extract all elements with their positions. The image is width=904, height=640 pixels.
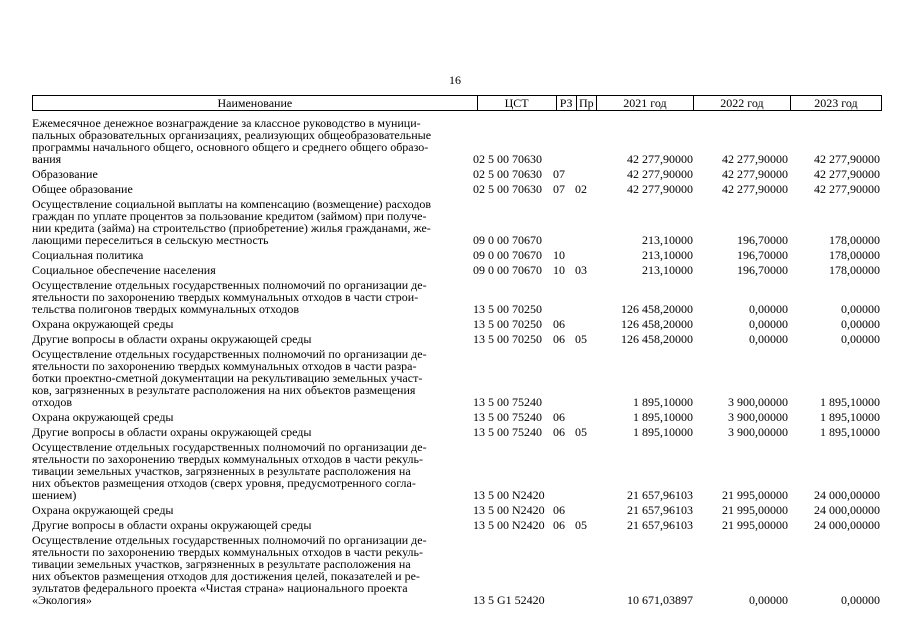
cell-2023: 24 000,00000 bbox=[814, 488, 880, 502]
column-header-name: Наименование bbox=[33, 96, 478, 111]
row-name-line: ятельности по захоронению твердых коммунальных отходов в части рекуль- bbox=[32, 452, 423, 466]
row-name-line: Другие вопросы в области охраны окружающей среды bbox=[32, 518, 312, 532]
cell-2023: 42 277,90000 bbox=[814, 152, 880, 166]
row-name-line: Другие вопросы в области охраны окружающей среды bbox=[32, 425, 312, 439]
cell-2021: 1 895,10000 bbox=[633, 395, 693, 409]
row-name-line: Осуществление отдельных государственных полномочий по организации де- bbox=[32, 440, 427, 454]
row-name-line: них объектов размещения отходов для достижения целей, показателей и ре- bbox=[32, 569, 420, 583]
row-name-line: «Экология» bbox=[32, 593, 92, 607]
row-name-line: программы начального общего, основного общего и среднего общего образо- bbox=[32, 140, 429, 154]
row-name-line: шением) bbox=[32, 488, 77, 502]
cell-2023: 1 895,10000 bbox=[820, 425, 880, 439]
cell-cst: 13 5 00 N2420 bbox=[473, 503, 545, 517]
cell-2021: 21 657,96103 bbox=[627, 518, 693, 532]
cell-2021: 213,10000 bbox=[642, 263, 693, 277]
cell-cst: 09 0 00 70670 bbox=[473, 233, 542, 247]
row-name-line: ков, загрязненных в результате расположения на них объектов размещения bbox=[32, 383, 416, 397]
row-name bbox=[32, 318, 472, 330]
row-name bbox=[32, 426, 472, 438]
row-name-line: Общее образование bbox=[32, 182, 133, 196]
cell-2021: 42 277,90000 bbox=[627, 152, 693, 166]
table-row bbox=[32, 168, 882, 180]
cell-2023: 42 277,90000 bbox=[814, 167, 880, 181]
cell-2023: 0,00000 bbox=[841, 332, 880, 346]
cell-rz: 06 bbox=[553, 503, 565, 517]
table-row bbox=[32, 519, 882, 531]
row-name-line: ятельности по захоронению твердых коммунальных отходов в части строи- bbox=[32, 290, 419, 304]
cell-rz: 07 bbox=[553, 167, 565, 181]
cell-2022: 3 900,00000 bbox=[728, 410, 788, 424]
cell-2022: 0,00000 bbox=[749, 332, 788, 346]
row-name-line: ятельности по захоронению твердых коммунальных отходов в части разра- bbox=[32, 359, 417, 373]
cell-2023: 178,00000 bbox=[829, 263, 880, 277]
cell-cst: 13 5 00 N2420 bbox=[473, 518, 545, 532]
cell-rz: 10 bbox=[553, 248, 565, 262]
row-name-line: Охрана окружающей среды bbox=[32, 503, 174, 517]
table-row bbox=[32, 504, 882, 516]
cell-2023: 24 000,00000 bbox=[814, 503, 880, 517]
row-name-line: Осуществление отдельных государственных полномочий по организации де- bbox=[32, 533, 427, 547]
column-header-2022: 2022 год bbox=[693, 96, 790, 111]
row-name-line: Социальная политика bbox=[32, 248, 144, 262]
cell-cst: 13 5 00 N2420 bbox=[473, 488, 545, 502]
row-name-line: ботки проектно-сметной документации на рекультивацию земельных участ- bbox=[32, 371, 423, 385]
row-name-line: зультатов федерального проекта «Чистая страна» национального проекта bbox=[32, 581, 408, 595]
row-name-line: Осуществление социальной выплаты на компенсацию (возмещение) расходов bbox=[32, 197, 432, 211]
row-name-line: Охрана окружающей среды bbox=[32, 317, 174, 331]
row-name-line: Осуществление отдельных государственных полномочий по организации де- bbox=[32, 347, 427, 361]
row-name-line: них объектов размещения отходов (сверх уровня, предусмотренного согла- bbox=[32, 476, 416, 490]
row-name-line: Ежемесячное денежное вознаграждение за классное руководство в муници- bbox=[32, 116, 421, 130]
cell-2022: 42 277,90000 bbox=[722, 182, 788, 196]
cell-2022: 42 277,90000 bbox=[722, 152, 788, 166]
cell-2022: 196,70000 bbox=[737, 248, 788, 262]
cell-2021: 126 458,20000 bbox=[621, 302, 693, 316]
row-name-line: вания bbox=[32, 152, 62, 166]
row-name bbox=[32, 519, 472, 531]
cell-2023: 0,00000 bbox=[841, 317, 880, 331]
row-name-line: ятельности по захоронению твердых коммунальных отходов в части рекуль- bbox=[32, 545, 423, 559]
table-row bbox=[32, 279, 882, 315]
table-row bbox=[32, 318, 882, 330]
row-name bbox=[32, 534, 472, 606]
row-name bbox=[32, 279, 472, 315]
cell-2021: 126 458,20000 bbox=[621, 332, 693, 346]
table-row bbox=[32, 249, 882, 261]
row-name bbox=[32, 333, 472, 345]
cell-pr: 03 bbox=[575, 263, 587, 277]
row-name-line: тельства полигонов твердых коммунальных отходов bbox=[32, 302, 300, 316]
row-name-line: отходов bbox=[32, 395, 73, 409]
cell-2022: 21 995,00000 bbox=[722, 488, 788, 502]
table-row bbox=[32, 534, 882, 606]
row-name-line: тивации земельных участков, загрязненных в результате расположения на bbox=[32, 464, 411, 478]
cell-2021: 21 657,96103 bbox=[627, 488, 693, 502]
cell-rz: 06 bbox=[553, 317, 565, 331]
row-name-line: Другие вопросы в области охраны окружающей среды bbox=[32, 332, 312, 346]
row-name bbox=[32, 168, 472, 180]
cell-2021: 10 671,03897 bbox=[627, 593, 693, 607]
cell-2022: 3 900,00000 bbox=[728, 395, 788, 409]
cell-rz: 06 bbox=[553, 425, 565, 439]
table-row bbox=[32, 198, 882, 246]
table-header bbox=[32, 95, 882, 111]
column-header-2023: 2023 год bbox=[790, 96, 881, 111]
cell-cst: 13 5 00 75240 bbox=[473, 395, 542, 409]
cell-2023: 24 000,00000 bbox=[814, 518, 880, 532]
cell-2021: 42 277,90000 bbox=[627, 167, 693, 181]
cell-2021: 213,10000 bbox=[642, 233, 693, 247]
cell-cst: 09 0 00 70670 bbox=[473, 248, 542, 262]
cell-rz: 06 bbox=[553, 410, 565, 424]
cell-2022: 21 995,00000 bbox=[722, 503, 788, 517]
row-name bbox=[32, 411, 472, 423]
table-row bbox=[32, 426, 882, 438]
cell-cst: 02 5 00 70630 bbox=[473, 182, 542, 196]
row-name-line: Образование bbox=[32, 167, 98, 181]
cell-2022: 196,70000 bbox=[737, 263, 788, 277]
cell-pr: 05 bbox=[575, 425, 587, 439]
row-name bbox=[32, 264, 472, 276]
row-name bbox=[32, 504, 472, 516]
row-name-line: граждан по уплате процентов за пользование кредитом (займом) при получе- bbox=[32, 209, 427, 223]
cell-cst: 09 0 00 70670 bbox=[473, 263, 542, 277]
table-row bbox=[32, 117, 882, 165]
cell-rz: 06 bbox=[553, 518, 565, 532]
column-header-cst: ЦСТ bbox=[477, 96, 556, 111]
cell-cst: 02 5 00 70630 bbox=[473, 152, 542, 166]
cell-2021: 1 895,10000 bbox=[633, 410, 693, 424]
cell-pr: 05 bbox=[575, 332, 587, 346]
cell-pr: 02 bbox=[575, 182, 587, 196]
cell-2022: 21 995,00000 bbox=[722, 518, 788, 532]
row-name bbox=[32, 183, 472, 195]
column-header-2021: 2021 год bbox=[596, 96, 693, 111]
table-row bbox=[32, 333, 882, 345]
cell-cst: 13 5 G1 52420 bbox=[473, 593, 545, 607]
cell-cst: 13 5 00 70250 bbox=[473, 302, 542, 316]
table-row bbox=[32, 411, 882, 423]
cell-rz: 06 bbox=[553, 332, 565, 346]
cell-2023: 178,00000 bbox=[829, 233, 880, 247]
column-header-rz: РЗ bbox=[556, 96, 576, 111]
cell-2021: 213,10000 bbox=[642, 248, 693, 262]
cell-2022: 0,00000 bbox=[749, 302, 788, 316]
cell-rz: 07 bbox=[553, 182, 565, 196]
cell-2023: 1 895,10000 bbox=[820, 395, 880, 409]
row-name-line: тивации земельных участков, загрязненных в результате расположения на bbox=[32, 557, 411, 571]
row-name bbox=[32, 441, 472, 501]
cell-2022: 42 277,90000 bbox=[722, 167, 788, 181]
row-name bbox=[32, 198, 472, 246]
cell-cst: 13 5 00 70250 bbox=[473, 317, 542, 331]
cell-2021: 21 657,96103 bbox=[627, 503, 693, 517]
cell-2022: 3 900,00000 bbox=[728, 425, 788, 439]
row-name bbox=[32, 348, 472, 408]
row-name bbox=[32, 117, 472, 165]
table-row bbox=[32, 183, 882, 195]
cell-2023: 0,00000 bbox=[841, 593, 880, 607]
page-number: 16 bbox=[449, 73, 461, 87]
cell-2023: 0,00000 bbox=[841, 302, 880, 316]
table-row bbox=[32, 264, 882, 276]
cell-2021: 1 895,10000 bbox=[633, 425, 693, 439]
cell-pr: 05 bbox=[575, 518, 587, 532]
row-name-line: Осуществление отдельных государственных полномочий по организации де- bbox=[32, 278, 427, 292]
row-name-line: Социальное обеспечение населения bbox=[32, 263, 216, 277]
cell-cst: 13 5 00 75240 bbox=[473, 410, 542, 424]
table-body bbox=[32, 117, 882, 609]
cell-cst: 13 5 00 70250 bbox=[473, 332, 542, 346]
row-name-line: нии кредита (займа) на строительство (приобретение) жилья гражданами, же- bbox=[32, 221, 431, 235]
cell-2021: 42 277,90000 bbox=[627, 182, 693, 196]
cell-cst: 02 5 00 70630 bbox=[473, 167, 542, 181]
cell-2023: 1 895,10000 bbox=[820, 410, 880, 424]
row-name-line: Охрана окружающей среды bbox=[32, 410, 174, 424]
cell-2023: 178,00000 bbox=[829, 248, 880, 262]
table-row bbox=[32, 348, 882, 408]
row-name-line: пальных образовательных организациях, реализующих общеобразовательные bbox=[32, 128, 432, 142]
cell-2022: 196,70000 bbox=[737, 233, 788, 247]
row-name-line: лающими переселиться в сельскую местность bbox=[32, 233, 269, 247]
cell-rz: 10 bbox=[553, 263, 565, 277]
table-row bbox=[32, 441, 882, 501]
cell-cst: 13 5 00 75240 bbox=[473, 425, 542, 439]
cell-2023: 42 277,90000 bbox=[814, 182, 880, 196]
cell-2022: 0,00000 bbox=[749, 317, 788, 331]
row-name bbox=[32, 249, 472, 261]
column-header-pr: Пр bbox=[576, 96, 596, 111]
cell-2021: 126 458,20000 bbox=[621, 317, 693, 331]
cell-2022: 0,00000 bbox=[749, 593, 788, 607]
